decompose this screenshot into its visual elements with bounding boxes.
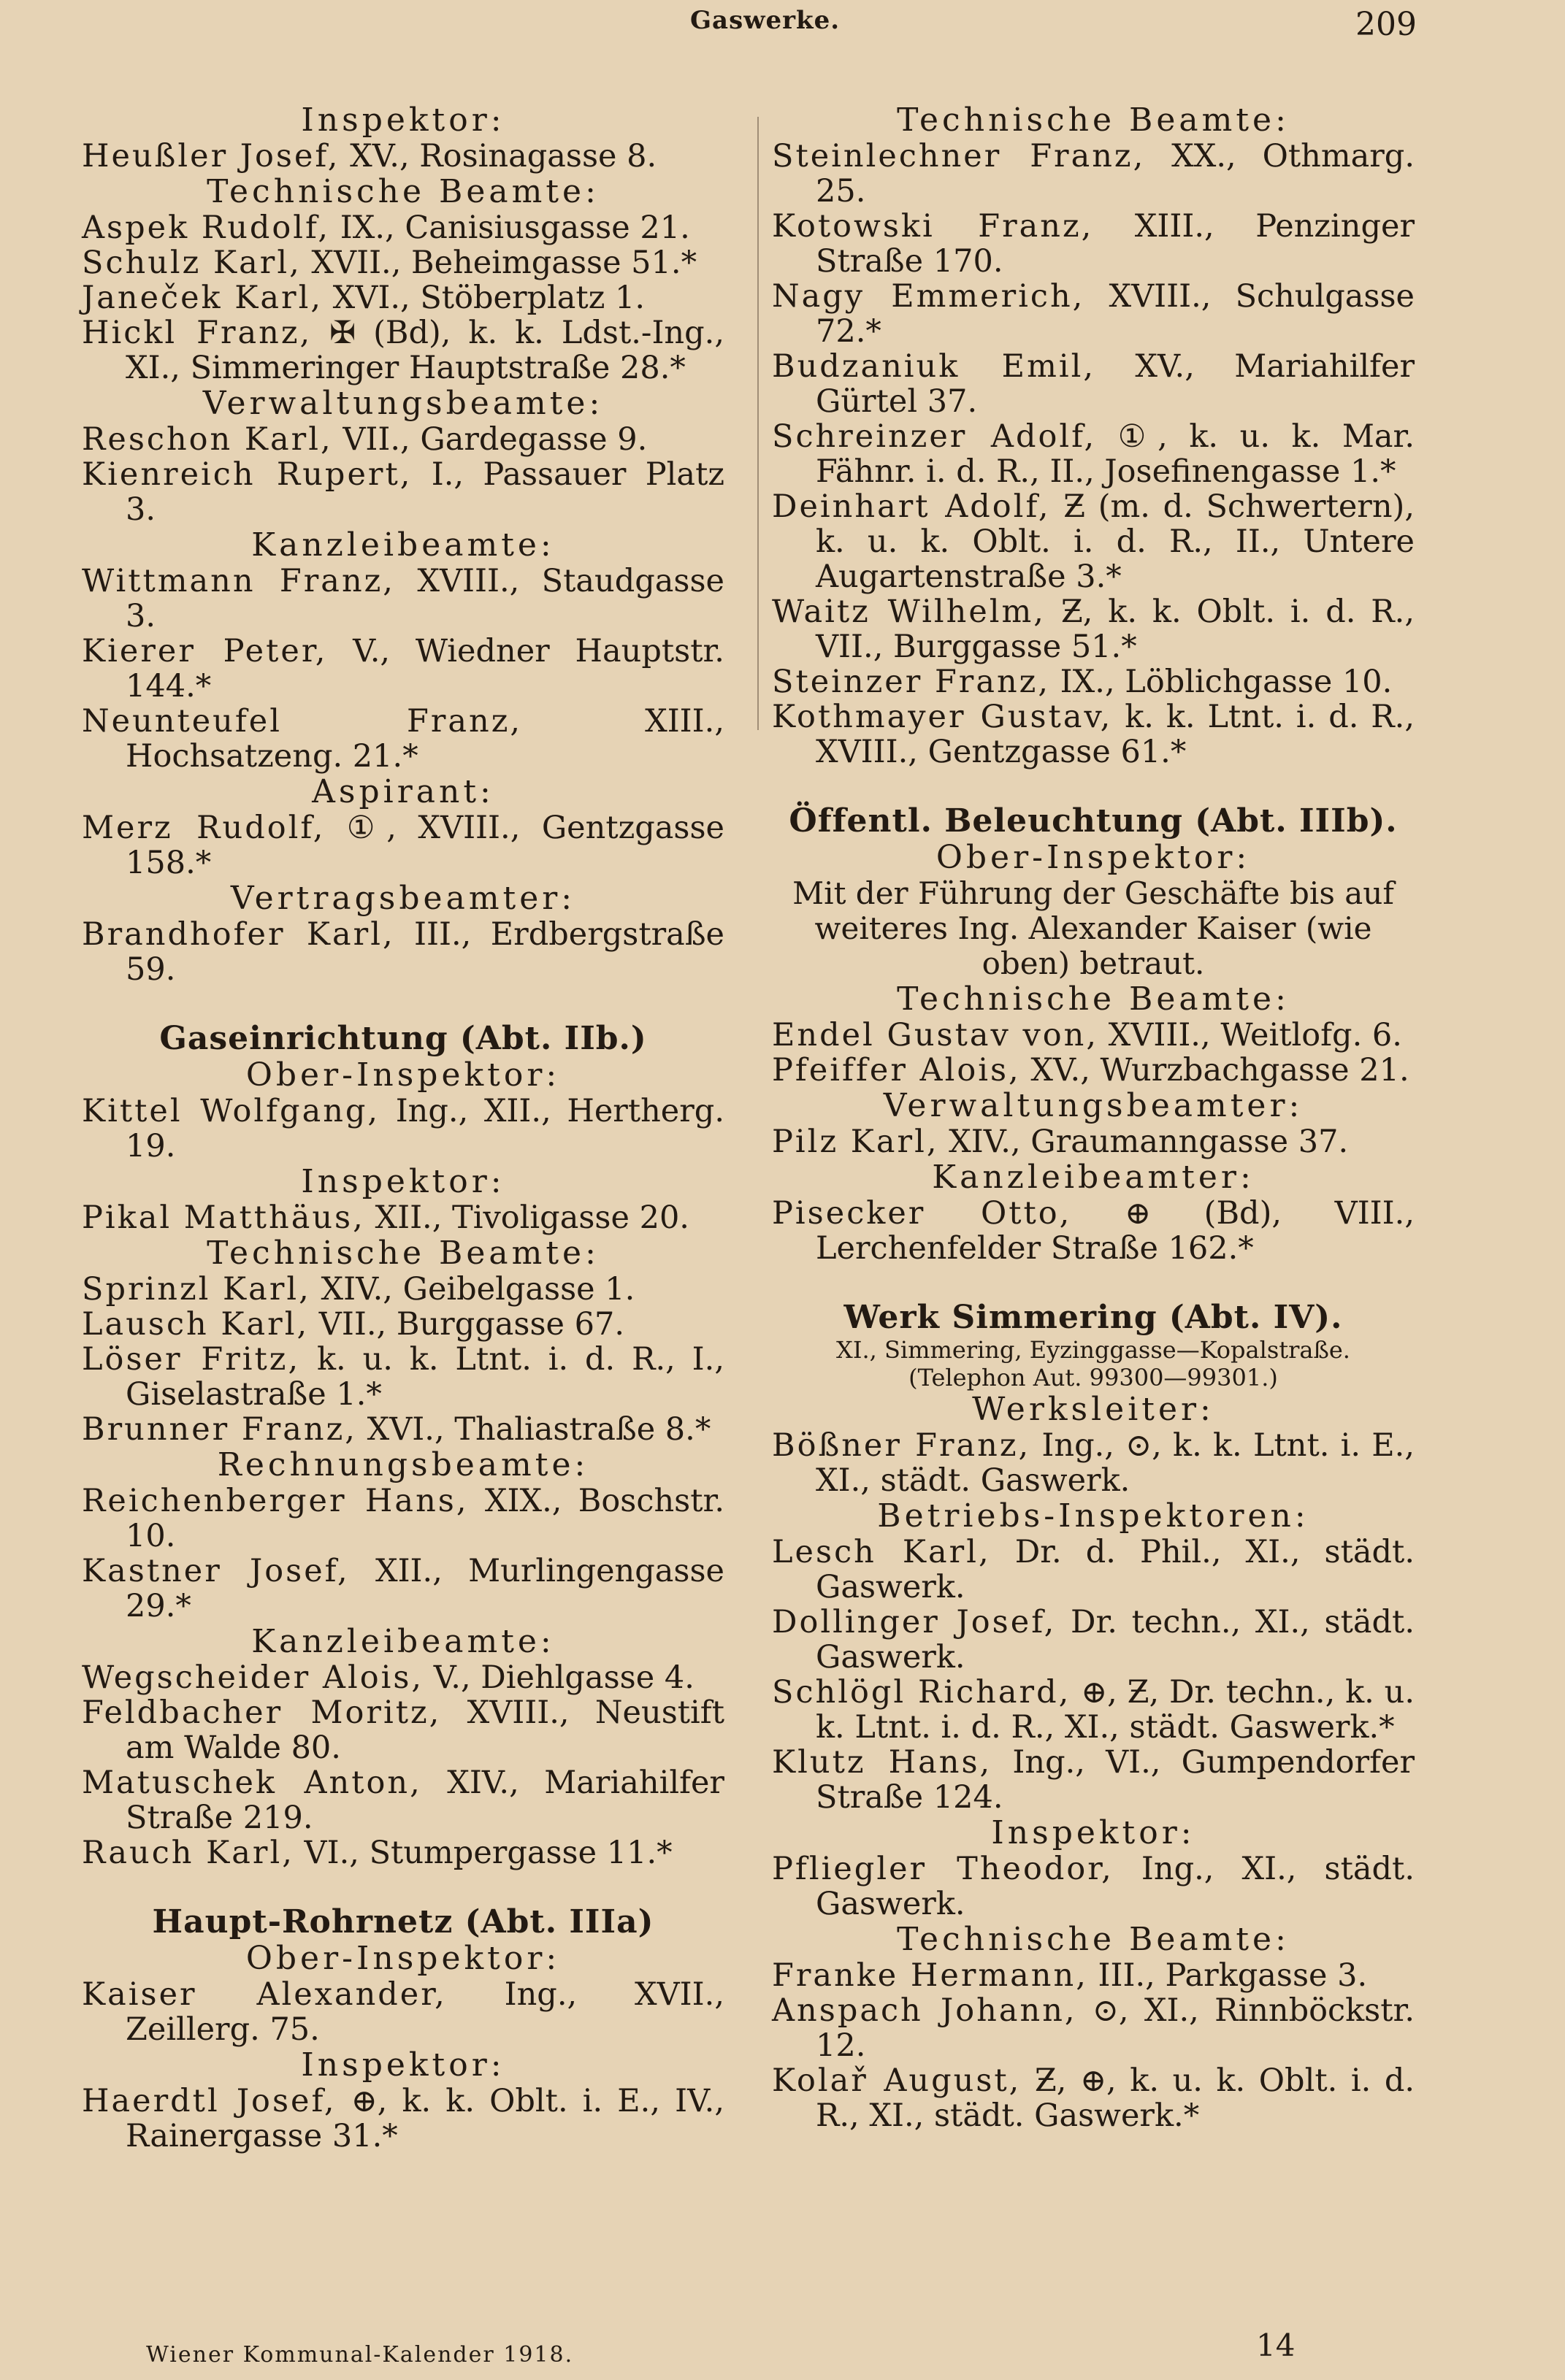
division-title: Werk Simmering (Abt. IV). [843, 1299, 1343, 1336]
directory-entry [82, 280, 724, 315]
directory-entry [772, 419, 1415, 489]
directory-entry [82, 1765, 724, 1835]
directory-entry [82, 1977, 724, 2047]
person-name: Franke Hermann, [772, 1957, 1088, 1994]
directory-entry [82, 1835, 724, 1870]
section [82, 774, 724, 880]
directory-entry [82, 457, 724, 527]
entry-details: XIV., Graumanngasse 37. [938, 1124, 1349, 1160]
left-column [82, 102, 724, 2154]
directory-entry [82, 704, 724, 774]
person-name: Hickl Franz, [82, 315, 313, 351]
section-heading: Ober-Inspektor: [245, 1056, 561, 1094]
section [82, 1624, 724, 1870]
directory-entry [772, 1018, 1415, 1053]
directory-entry [82, 1554, 724, 1624]
section-heading: Kanzleibeamter: [932, 1159, 1255, 1196]
entry-details: k. u. k. Ltnt. i. d. R., I., Giselastraße 1.* [126, 1341, 724, 1413]
entry-details: XVIII., Weitlofg. 6. [1098, 1017, 1402, 1053]
section [772, 1498, 1415, 1815]
section [82, 1164, 724, 1235]
entry-details: XIX., Boschstr. 10. [126, 1483, 724, 1554]
person-name: Deinhart Adolf, [772, 488, 1051, 525]
directory-entry [82, 634, 724, 704]
directory-entry [772, 1745, 1415, 1815]
signature-mark: 14 [1256, 2327, 1296, 2363]
directory-entry [772, 1605, 1415, 1675]
directory-entry [82, 315, 724, 385]
directory-entry [82, 1660, 724, 1695]
section-heading: Inspektor: [301, 2046, 505, 2084]
entry-details: ⊕, k. k. Oblt. i. E., IV., Rainergasse 31.* [126, 2083, 724, 2154]
entry-details: ⊙, XI., Rinnböckstr. 12. [816, 1992, 1415, 2064]
person-name: Wegscheider Alois, [82, 1659, 424, 1696]
section-heading: Kanzleibeamte: [251, 526, 555, 564]
directory-entry [772, 1124, 1415, 1159]
works-telephone: (Telephon Aut. 99300—99301.) [908, 1364, 1278, 1391]
entry-details: XVI., Thaliastraße 8.* [356, 1411, 711, 1448]
section-heading: Ober-Inspektor: [935, 839, 1251, 876]
person-name: Budzaniuk Emil, [772, 348, 1096, 385]
section [772, 1815, 1415, 1922]
section [82, 2047, 724, 2154]
entry-details: ✠ (Bd), k. k. Ldst.-Ing., XI., Simmeringer Hauptstraße 28.* [126, 315, 724, 386]
person-name: Schlögl Richard, [772, 1674, 1071, 1711]
section [82, 1057, 724, 1164]
directory-entry [772, 1053, 1415, 1088]
directory-entry [82, 2084, 724, 2154]
person-name: Lesch Karl, [772, 1534, 991, 1570]
person-name: Aspek Rudolf, [82, 210, 331, 246]
section [772, 1391, 1415, 1498]
directory-entry [772, 1196, 1415, 1266]
person-name: Pikal Matthäus, [82, 1199, 365, 1236]
section-heading: Technische Beamte: [207, 1235, 600, 1272]
directory-entry [772, 209, 1415, 279]
entry-details: XV., Rosinagasse 8. [340, 138, 657, 174]
entry-details: Ƶ, ⊕, k. u. k. Oblt. i. d. R., XI., städt. Gaswerk.* [816, 2062, 1415, 2134]
directory-entry [82, 1342, 724, 1412]
directory-entry [772, 1428, 1415, 1498]
division-title: Haupt-Rohrnetz (Abt. IIIa) [152, 1903, 654, 1941]
entry-details: ①, k. u. k. Mar. Fähnr. i. d. R., II., Josefinengasse 1.* [816, 418, 1415, 490]
directory-entry [82, 1094, 724, 1164]
entry-details: XIV., Geibelgasse 1. [310, 1271, 635, 1308]
person-name: Janeček Karl, [82, 280, 324, 316]
entry-details: XVII., Beheimgasse 51.* [301, 245, 697, 281]
section-heading: Verwaltungsbeamter: [883, 1087, 1304, 1124]
section-heading: Verwaltungsbeamte: [202, 385, 604, 422]
directory-entry [82, 139, 724, 174]
directory-entry [82, 917, 724, 987]
section [772, 1922, 1415, 2133]
person-name: Kienreich Rupert, [82, 456, 413, 493]
person-name: Pfeiffer Alois, [772, 1052, 1021, 1089]
entry-details: V., Diehlgasse 4. [424, 1659, 695, 1696]
entry-details: IX., Canisiusgasse 21. [330, 210, 690, 246]
section [82, 1447, 724, 1624]
person-name: Matuschek Anton, [82, 1765, 422, 1801]
directory-entry [772, 1958, 1415, 1993]
page-number: 209 [1355, 6, 1417, 43]
directory-entry [82, 810, 724, 880]
person-name: Reschon Karl, [82, 421, 333, 458]
entry-details: XVIII., Schulgasse 72.* [816, 278, 1415, 350]
entry-details: XVIII., Staudgasse 3. [126, 563, 724, 634]
person-name: Schreinzer Adolf, [772, 418, 1097, 455]
page-footer [0, 2322, 1565, 2380]
section [82, 527, 724, 774]
entry-details: VII., Gardegasse 9. [332, 421, 648, 458]
entry-details: XV., Wurzbachgasse 21. [1020, 1052, 1409, 1089]
directory-entry [772, 1851, 1415, 1922]
entry-details: Ing., VI., Gumpendorfer Straße 124. [816, 1744, 1415, 1816]
entry-details: ①, XVIII., Gentzgasse 158.* [126, 810, 724, 881]
person-name: Kierer Peter, [82, 633, 328, 669]
person-name: Pisecker Otto, [772, 1195, 1072, 1232]
works-address: XI., Simmering, Eyzinggasse—Kopalstraße. [836, 1336, 1350, 1364]
directory-entry [82, 1307, 724, 1342]
person-name: Feldbacher Moritz, [82, 1694, 442, 1731]
person-name: Kaiser Alexander, [82, 1976, 447, 2013]
person-name: Schulz Karl, [82, 245, 302, 281]
section-heading: Rechnungsbeamte: [217, 1446, 589, 1483]
entry-details: I., Passauer Platz 3. [126, 456, 725, 528]
section-heading: Aspirant: [312, 773, 494, 810]
entry-details: Ƶ (m. d. Schwertern), k. u. k. Oblt. i. d. R., II., Untere Augartenstraße 3.* [816, 488, 1415, 595]
person-name: Kastner Josef, [82, 1553, 350, 1589]
section-heading: Vertragsbeamter: [230, 880, 576, 917]
section-heading: Technische Beamte: [897, 1921, 1290, 1958]
section [772, 102, 1415, 769]
entry-details: Dr. techn., XI., städt. Gaswerk. [816, 1604, 1415, 1675]
section-heading: Inspektor: [301, 101, 505, 139]
directory-entry [82, 1272, 724, 1307]
directory-entry [772, 139, 1415, 209]
section-heading: Technische Beamte: [897, 101, 1290, 139]
section-heading: Betriebs-Inspektoren: [877, 1497, 1309, 1535]
directory-entry [82, 1412, 724, 1447]
section-heading: Ober-Inspektor: [245, 1940, 561, 1977]
directory-entry [772, 1535, 1415, 1605]
person-name: Pilz Karl, [772, 1124, 939, 1160]
person-name: Klutz Hans, [772, 1744, 992, 1781]
division-title: Öffentl. Beleuchtung (Abt. IIIb). [789, 802, 1398, 840]
entry-details: XIII., Hochsatzeng. 21.* [126, 703, 724, 775]
column-divider [757, 117, 759, 730]
person-name: Waitz Wilhelm, [772, 594, 1046, 630]
person-name: Endel Gustav von, [772, 1017, 1099, 1053]
person-name: Brunner Franz, [82, 1411, 357, 1448]
entry-details: VII., Burggasse 67. [309, 1306, 625, 1343]
page-header [0, 0, 1565, 51]
person-name: Steinlechner Franz, [772, 138, 1146, 174]
section [82, 1941, 724, 2047]
section [772, 840, 1415, 981]
person-name: Pfliegler Theodor, [772, 1851, 1114, 1887]
footer-calendar: Wiener Kommunal-Kalender 1918. [146, 2342, 574, 2368]
directory-entry [772, 489, 1415, 594]
entry-details: Ing., ⊙, k. k. Ltnt. i. E., XI., städt. Gaswerk. [816, 1427, 1415, 1499]
person-name: Reichenberger Hans, [82, 1483, 469, 1519]
entry-details: XX., Othmarg. 25. [816, 138, 1415, 210]
entry-details: Ing., XI., städt. Gaswerk. [816, 1851, 1415, 1922]
section [82, 1235, 724, 1447]
person-name: Bößner Franz, [772, 1427, 1031, 1464]
entry-details: k. k. Ltnt. i. d. R., XVIII., Gentzgasse 61.* [816, 699, 1415, 770]
section [82, 174, 724, 385]
person-name: Wittmann Franz, [82, 563, 395, 599]
person-name: Lausch Karl, [82, 1306, 310, 1343]
person-name: Kolař August, [772, 2062, 1022, 2099]
directory-entry [82, 245, 724, 280]
right-column [772, 102, 1415, 2133]
person-name: Merz Rudolf, [82, 810, 326, 846]
entry-details: ⊕, Ƶ, Dr. techn., k. u. k. Ltnt. i. d. R., XI., städt. Gaswerk.* [816, 1674, 1415, 1746]
directory-entry [772, 349, 1415, 419]
entry-details: III., Parkgasse 3. [1087, 1957, 1368, 1994]
person-name: Heußler Josef, [82, 138, 340, 174]
directory-entry [772, 699, 1415, 769]
entry-details: Dr. d. Phil., XI., städt. Gaswerk. [816, 1534, 1415, 1605]
section-note: Mit der Führung der Geschäfte bis auf weiteres Ing. Alexander Kaiser (wie oben) betraut. [792, 875, 1394, 981]
entry-details: Ing., XII., Hertherg. 19. [126, 1093, 724, 1164]
entry-details: III., Erdbergstraße 59. [126, 916, 724, 988]
entry-details: Ing., XVII., Zeillerg. 75. [126, 1976, 724, 2048]
directory-entry [772, 2063, 1415, 2133]
section-heading: Technische Beamte: [207, 173, 600, 210]
division-title: Gaseinrichtung (Abt. IIb.) [159, 1020, 647, 1057]
section [82, 880, 724, 987]
person-name: Neunteufel Franz, [82, 703, 523, 740]
directory-entry [82, 1200, 724, 1235]
directory-entry [772, 664, 1415, 699]
directory-entry [82, 210, 724, 245]
directory-entry [82, 564, 724, 634]
entry-details: XVI., Stöberplatz 1. [323, 280, 646, 316]
directory-entry [82, 1483, 724, 1554]
entry-details: IX., Löblichgasse 10. [1050, 664, 1393, 700]
person-name: Kittel Wolfgang, [82, 1093, 380, 1129]
section [82, 102, 724, 174]
section-heading: Kanzleibeamte: [251, 1623, 555, 1660]
directory-entry [772, 1993, 1415, 2063]
section-heading: Inspektor: [991, 1814, 1195, 1851]
person-name: Sprinzl Karl, [82, 1271, 311, 1308]
person-name: Steinzer Franz, [772, 664, 1051, 700]
entry-details: XIII., Penzinger Straße 170. [816, 208, 1415, 280]
section-heading: Inspektor: [301, 1163, 505, 1200]
person-name: Kotowski Franz, [772, 208, 1094, 245]
entry-details: VI., Stumpergasse 11.* [294, 1835, 673, 1871]
section-heading: Technische Beamte: [897, 980, 1290, 1018]
entry-details: XII., Tivoligasse 20. [364, 1199, 689, 1236]
person-name: Kothmayer Gustav, [772, 699, 1113, 735]
section [772, 981, 1415, 1088]
entry-details: Ƶ, k. k. Oblt. i. d. R., VII., Burggasse 51.* [816, 594, 1415, 665]
person-name: Haerdtl Josef, [82, 2083, 337, 2119]
section [772, 1159, 1415, 1266]
entry-details: XV., Mariahilfer Gürtel 37. [816, 348, 1415, 420]
section-heading: Werksleiter: [972, 1391, 1214, 1428]
directory-entry [82, 1695, 724, 1765]
person-name: Löser Fritz, [82, 1341, 301, 1378]
person-name: Anspach Johann, [772, 1992, 1077, 2029]
entry-details: XII., Murlingengasse 29.* [126, 1553, 724, 1624]
person-name: Dollinger Josef, [772, 1604, 1057, 1640]
running-title: Gaswerke. [690, 6, 841, 35]
entry-details: XVIII., Neustift am Walde 80. [126, 1694, 724, 1766]
person-name: Brandhofer Karl, [82, 916, 395, 953]
entry-details: ⊕ (Bd), VIII., Lerchenfelder Straße 162.* [816, 1195, 1415, 1267]
directory-entry [82, 422, 724, 457]
entry-details: XIV., Mariahilfer Straße 219. [126, 1765, 724, 1836]
section [772, 1088, 1415, 1159]
directory-entry [772, 279, 1415, 349]
section [82, 385, 724, 527]
person-name: Rauch Karl, [82, 1835, 294, 1871]
person-name: Nagy Emmerich, [772, 278, 1085, 315]
directory-entry [772, 594, 1415, 664]
entry-details: V., Wiedner Hauptstr. 144.* [126, 633, 724, 705]
directory-entry [772, 1675, 1415, 1745]
